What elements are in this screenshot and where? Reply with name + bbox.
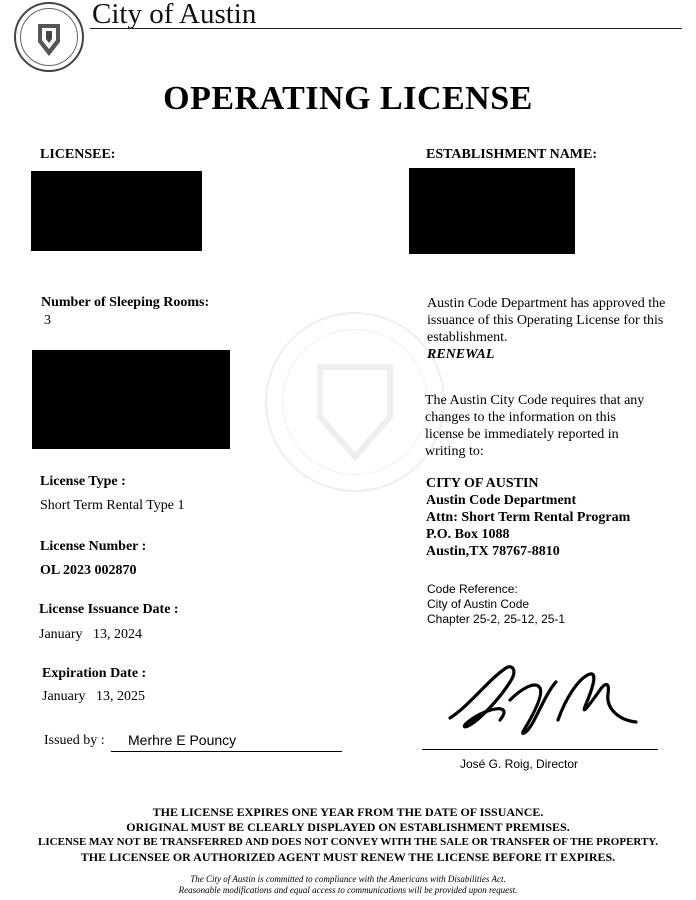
- expiration-date-value: January 13, 2025: [42, 689, 146, 704]
- address-line: CITY OF AUSTIN: [426, 476, 539, 491]
- ada-notice-line: Reasonable modifications and equal access to communications will be provided upon request.: [178, 885, 518, 895]
- issuance-date-label: License Issuance Date :: [39, 602, 179, 617]
- director-name: José G. Roig, Director: [460, 757, 579, 771]
- address-line: Austin Code Department: [426, 493, 577, 508]
- code-reference-line: Code Reference:: [427, 582, 518, 596]
- issued-by-value: Merhre E Pouncy: [128, 732, 237, 748]
- footer-line: THE LICENSE EXPIRES ONE YEAR FROM THE DATE OF ISSUANCE.: [152, 805, 544, 819]
- document-title: OPERATING LICENSE: [163, 80, 533, 117]
- code-reference-line: Chapter 25-2, 25-12, 25-1: [427, 612, 566, 626]
- requirement-line: license be immediately reported in: [425, 427, 619, 442]
- director-signature: [440, 660, 650, 750]
- mailing-address: [426, 475, 630, 560]
- license-type-value: Short Term Rental Type 1: [40, 498, 185, 513]
- property-address-redaction: [32, 350, 230, 449]
- ada-notice-line: The City of Austin is committed to compliance with the Americans with Disabilities Act.: [190, 874, 506, 884]
- address-line: P.O. Box 1088: [426, 527, 510, 542]
- code-reference: [427, 582, 565, 627]
- code-reference-line: City of Austin Code: [427, 597, 530, 611]
- establishment-redaction: [409, 168, 575, 254]
- requirement-line: changes to the information on this: [425, 410, 616, 425]
- sleeping-rooms-value: 3: [44, 313, 51, 328]
- requirement-line: writing to:: [425, 444, 484, 459]
- issuance-date-value: January 13, 2024: [39, 627, 143, 642]
- address-line: Attn: Short Term Rental Program: [426, 510, 631, 525]
- city-name-heading: City of Austin: [92, 0, 257, 30]
- ada-notice: [0, 874, 696, 896]
- footer-line: THE LICENSEE OR AUTHORIZED AGENT MUST RENEW THE LICENSE BEFORE IT EXPIRES.: [80, 850, 616, 864]
- licensee-redaction: [31, 171, 202, 251]
- approval-line: issuance of this Operating License for this: [427, 313, 664, 328]
- issued-by-label: Issued by :: [44, 733, 105, 748]
- sleeping-rooms-label: Number of Sleeping Rooms:: [41, 295, 210, 310]
- signature-line: [422, 749, 658, 750]
- license-number-label: License Number :: [40, 539, 147, 554]
- requirement-line: The Austin City Code requires that any: [425, 393, 645, 408]
- license-number-value: OL 2023 002870: [40, 563, 137, 578]
- city-seal-emblem: [14, 2, 84, 72]
- footer-notice: [0, 805, 696, 865]
- reporting-requirement-text: [425, 392, 644, 460]
- footer-line: ORIGINAL MUST BE CLEARLY DISPLAYED ON ESTABLISHMENT PREMISES.: [126, 820, 570, 834]
- license-type-label: License Type :: [40, 474, 126, 489]
- renewal-status: RENEWAL: [427, 347, 495, 362]
- address-line: Austin,TX 78767-8810: [426, 544, 560, 559]
- footer-line: LICENSE MAY NOT BE TRANSFERRED AND DOES NOT CONVEY WITH THE SALE OR TRANSFER OF THE PROPERTY.: [38, 836, 658, 848]
- licensee-label: LICENSEE:: [40, 147, 116, 162]
- expiration-date-label: Expiration Date :: [42, 666, 147, 681]
- watermark-emblem: [265, 312, 445, 492]
- approval-line: Austin Code Department has approved the: [427, 296, 666, 311]
- approval-line: establishment.: [427, 330, 508, 345]
- header-divider: [90, 28, 682, 29]
- approval-text: [427, 295, 665, 363]
- establishment-label: ESTABLISHMENT NAME:: [426, 147, 598, 162]
- issued-by-line: [111, 751, 342, 752]
